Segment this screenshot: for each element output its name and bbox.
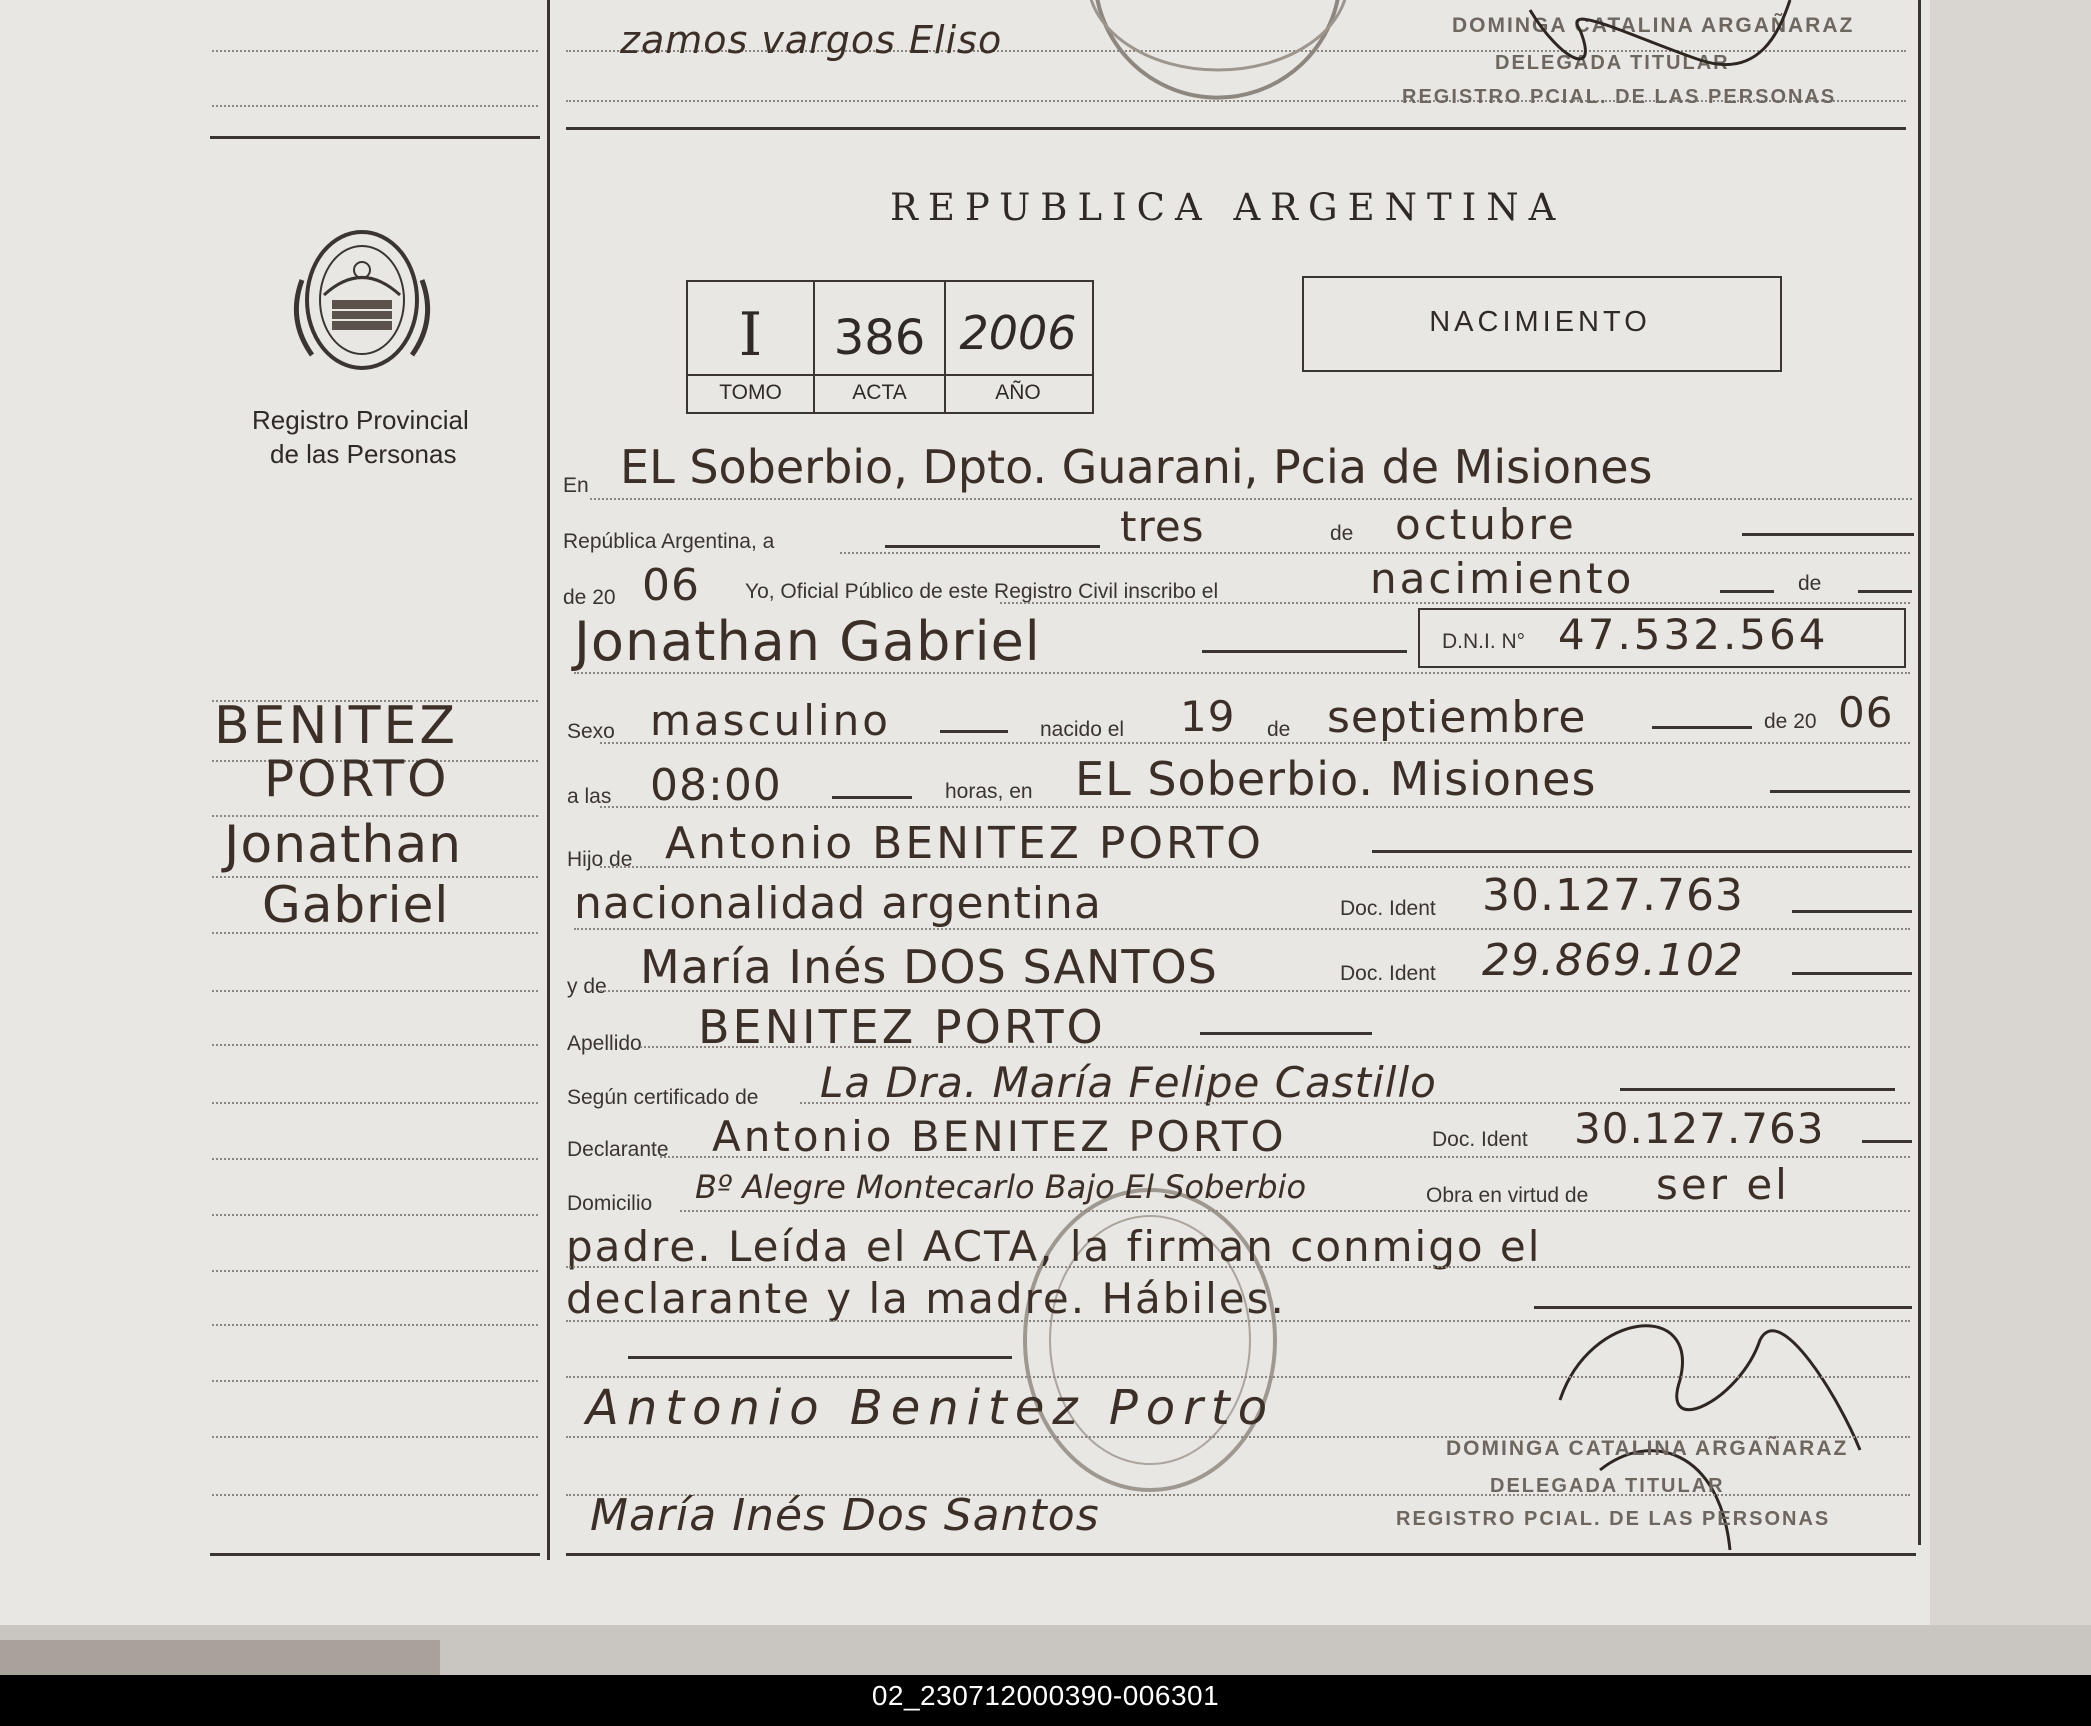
blank-line [628, 1356, 1012, 1359]
blank-line [1862, 1140, 1912, 1143]
field-sexo: masculino [650, 696, 891, 745]
margin-given-1: Jonathan [224, 815, 463, 875]
label-segun: Según certificado de [567, 1086, 759, 1109]
dotted-line [566, 1266, 1910, 1268]
label-sexo: Sexo [567, 720, 615, 743]
blank-line [1372, 850, 1912, 853]
field-lugar: EL Soberbio, Dpto. Guarani, Pcia de Misiones [620, 440, 1653, 494]
dotted-line [1000, 602, 1910, 604]
field-madre-doc: 29.869.102 [1482, 935, 1744, 986]
field-padre: Antonio BENITEZ PORTO [665, 818, 1264, 869]
field-texto1: padre. Leída el ACTA, la firman conmigo el [566, 1222, 1542, 1271]
blank-line [1742, 533, 1914, 536]
blank-line [1652, 726, 1752, 729]
top-stamp-name: DOMINGA CATALINA ARGAÑARAZ [1452, 14, 1855, 37]
field-nac-dia: 19 [1180, 692, 1236, 741]
dotted-line [574, 672, 1910, 674]
org-name-line2: de las Personas [270, 439, 457, 469]
label-obra: Obra en virtud de [1426, 1184, 1589, 1207]
anio-value: 2006 [959, 306, 1077, 360]
label-domicilio: Domicilio [567, 1192, 653, 1215]
field-nac-anio: 06 [1838, 688, 1894, 737]
tomo-value: I [738, 300, 763, 370]
label-de-end: de [1798, 572, 1822, 595]
top-signature-icon [1530, 0, 1790, 65]
dotted-line [600, 806, 1910, 808]
dotted-line [574, 928, 1910, 930]
dotted-line [600, 990, 1910, 992]
margin-surname-2: PORTO [264, 750, 450, 808]
top-stamp-office: REGISTRO PCIAL. DE LAS PERSONAS [1402, 86, 1837, 108]
margin-given-2: Gabriel [262, 876, 450, 934]
dotted-line [660, 1156, 1910, 1158]
field-declarante-doc: 30.127.763 [1574, 1104, 1825, 1153]
field-inscripcion: nacimiento [1370, 554, 1635, 603]
blank-line [885, 545, 1100, 548]
label-hijo: Hijo de [567, 848, 633, 871]
signature-madre: María Inés Dos Santos [590, 1490, 1100, 1541]
org-name-line1: Registro Provincial [252, 405, 469, 435]
field-madre: María Inés DOS SANTOS [640, 940, 1218, 994]
label-doc1: Doc. Ident [1340, 897, 1436, 920]
label-apellido: Apellido [567, 1032, 642, 1055]
field-padre-doc: 30.127.763 [1482, 870, 1744, 921]
tomo-label: TOMO [719, 381, 782, 404]
field-anio: 06 [642, 560, 700, 611]
blank-line [1720, 590, 1774, 593]
blank-line [1202, 650, 1407, 653]
field-hora: 08:00 [650, 760, 782, 811]
dotted-line [600, 742, 1910, 744]
label-nacido: nacido el [1040, 718, 1125, 741]
blank-line [1770, 790, 1910, 793]
blank-line [1534, 1306, 1912, 1309]
blank-line [832, 796, 912, 799]
field-nacionalidad: nacionalidad argentina [574, 878, 1102, 929]
label-horas: horas, en [945, 780, 1033, 803]
dotted-line [640, 1046, 1910, 1048]
signature-declarante: Antonio Benitez Porto [586, 1380, 1276, 1436]
anio-label: AÑO [995, 381, 1041, 404]
blank-line [1858, 590, 1912, 593]
field-dni: 47.532.564 [1558, 610, 1829, 659]
field-mes: octubre [1395, 500, 1577, 549]
field-declarante: Antonio BENITEZ PORTO [712, 1112, 1287, 1161]
label-doc3: Doc. Ident [1432, 1128, 1528, 1151]
field-certificado: La Dra. María Felipe Castillo [820, 1058, 1437, 1107]
bottom-stamp-role: DELEGADA TITULAR [1490, 1475, 1725, 1497]
field-lugar-nac: EL Soberbio. Misiones [1075, 752, 1597, 806]
acta-value: 386 [833, 310, 926, 366]
field-obra: ser el [1656, 1160, 1790, 1209]
dotted-line [566, 1376, 1910, 1378]
dotted-line [680, 1210, 1910, 1212]
label-de2: de [1267, 718, 1291, 741]
field-domicilio: Bº Alegre Montecarlo Bajo El Soberbio [695, 1168, 1307, 1206]
blank-line [940, 730, 1008, 733]
top-stamp-role: DELEGADA TITULAR [1495, 52, 1730, 74]
dotted-line [600, 866, 1910, 868]
field-nac-mes: septiembre [1327, 692, 1587, 743]
bottom-stamp-name: DOMINGA CATALINA ARGAÑARAZ [1446, 1437, 1849, 1460]
label-doc2: Doc. Ident [1340, 962, 1436, 985]
official-seal-icon [1088, 0, 1348, 98]
label-alas: a las [567, 785, 612, 808]
register-divider [686, 374, 1092, 376]
acta-label: ACTA [852, 381, 907, 404]
coat-of-arms-icon [296, 232, 427, 368]
scan-id-label: 02_230712000390-006301 [871, 1680, 1220, 1711]
field-apellido: BENITEZ PORTO [698, 1000, 1106, 1054]
blank-line [1792, 910, 1912, 913]
label-republica: República Argentina, a [563, 530, 775, 553]
field-texto2: declarante y la madre. Hábiles. [566, 1274, 1286, 1323]
document-type-label: NACIMIENTO [1429, 306, 1651, 338]
blank-line [1200, 1032, 1372, 1035]
blank-line [1792, 972, 1912, 975]
label-de20b: de 20 [1764, 710, 1817, 733]
label-yo: Yo, Oficial Público de este Registro Civil inscribo el [745, 580, 1219, 603]
label-de20: de 20 [563, 586, 616, 609]
country-title: REPUBLICA ARGENTINA [890, 186, 1566, 229]
label-de: de [1330, 522, 1354, 545]
label-declarante: Declarante [567, 1138, 669, 1161]
witness-name: zamos vargos Eliso [620, 18, 1003, 62]
label-en: En [563, 474, 589, 497]
dotted-line [566, 1320, 1910, 1322]
bottom-stamp-office: REGISTRO PCIAL. DE LAS PERSONAS [1396, 1508, 1831, 1530]
field-dia: tres [1120, 502, 1205, 551]
label-yde: y de [567, 975, 607, 998]
field-nombre: Jonathan Gabriel [574, 610, 1041, 673]
dotted-line [590, 498, 1912, 500]
label-dni: D.N.I. N° [1442, 630, 1526, 653]
blank-line [1620, 1088, 1895, 1091]
margin-surname-1: BENITEZ [214, 696, 459, 756]
